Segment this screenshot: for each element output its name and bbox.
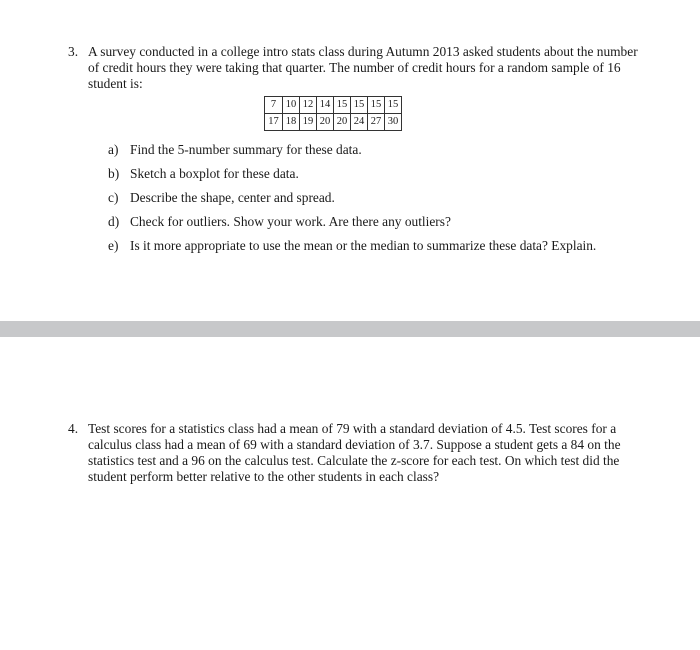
part-label: d) (108, 214, 120, 229)
problem-4-number: 4. (68, 421, 79, 436)
part-d (108, 214, 451, 230)
table-cell: 27 (368, 114, 385, 131)
credit-hours-table (264, 96, 402, 131)
part-text: Check for outliers. Show your work. Are there any outliers? (130, 214, 451, 229)
part-b (108, 166, 299, 182)
part-c (108, 190, 335, 206)
part-a (108, 142, 362, 158)
part-label: a) (108, 142, 119, 157)
table-cell: 20 (317, 114, 334, 131)
part-e (108, 238, 596, 254)
table-row (265, 97, 402, 114)
problem-4-statement: Test scores for a statistics class had a mean of 79 with a standard deviation of 4.5. Test scores for a calculus class had a mean of 69 with a standard deviation of 3.7. Suppose a student gets a 84 on the statistics test and a 96 on the calculus test. Calculate the z-score for each test. On which test did the student perform better relative to the other students in each class? (88, 421, 621, 484)
table-cell: 15 (385, 97, 402, 114)
part-text: Is it more appropriate to use the mean or the median to summarize these data? Explain. (130, 238, 597, 253)
table-cell: 24 (351, 114, 368, 131)
table-cell: 15 (368, 97, 385, 114)
part-text: Describe the shape, center and spread. (130, 190, 335, 205)
table-cell: 12 (300, 97, 317, 114)
table-cell: 10 (283, 97, 300, 114)
part-label: b) (108, 166, 120, 181)
table-cell: 19 (300, 114, 317, 131)
table-cell: 15 (334, 97, 351, 114)
table-cell: 17 (265, 114, 283, 131)
part-label: e) (108, 238, 119, 253)
table-cell: 15 (351, 97, 368, 114)
part-label: c) (108, 190, 119, 205)
table-cell: 18 (283, 114, 300, 131)
part-text: Find the 5-number summary for these data. (130, 142, 362, 157)
table-cell: 7 (265, 97, 283, 114)
problem-3-number: 3. (68, 44, 79, 59)
table-row (265, 114, 402, 131)
problem-4 (68, 421, 648, 485)
problem-3-statement: A survey conducted in a college intro stats class during Autumn 2013 asked students about the number of credit hours they were taking that quarter. The number of credit hours for a random sample of 16 student is: (88, 44, 638, 91)
problem-3 (68, 44, 648, 253)
part-text: Sketch a boxplot for these data. (130, 166, 299, 181)
page-divider (0, 321, 700, 337)
table-cell: 30 (385, 114, 402, 131)
table-cell: 14 (317, 97, 334, 114)
table-cell: 20 (334, 114, 351, 131)
